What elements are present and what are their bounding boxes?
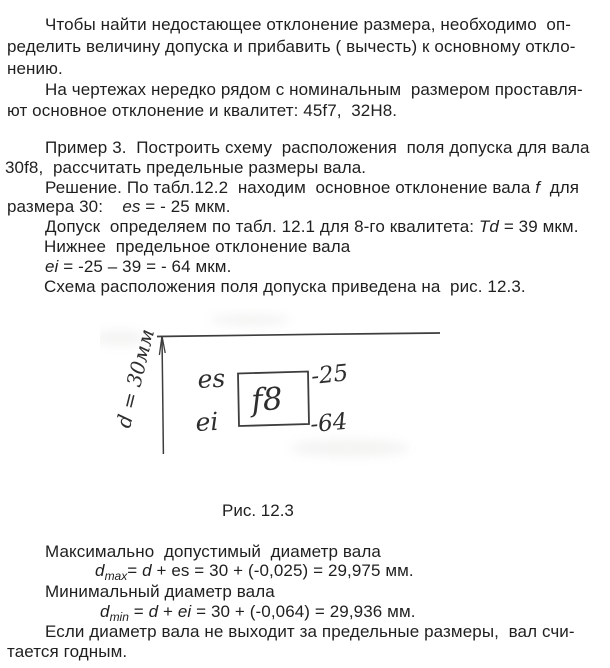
text-line: 30f8, рассчитать предельные размеры вала.: [5, 158, 367, 177]
symbol-f: f: [535, 178, 541, 197]
text-line: [45, 177, 579, 198]
text-run: = - 25 мкм.: [140, 197, 231, 216]
text-line: ют основное отклонение и квалитет: 45f7, 32H8.: [7, 101, 398, 120]
tolerance-class-label: f8: [250, 380, 284, 419]
text-line: нению.: [7, 59, 63, 78]
text-line: Максимально допустимый диаметр вала: [45, 542, 381, 561]
zero-line: [157, 333, 440, 337]
symbol-td: Td: [478, 217, 499, 236]
text-run: +: [158, 602, 178, 621]
text-line: Схема расположения поля допуска приведена на рис. 12.3.: [44, 277, 526, 296]
symbol-d: d: [148, 602, 159, 621]
text-line: Чтобы найти недостающее отклонение размера, необходимо оп-: [45, 15, 572, 34]
ei-label: ei: [194, 406, 220, 437]
text-run: = 39 мкм.: [499, 217, 579, 236]
text-line: Пример 3. Построить схему расположения поля допуска для вала: [45, 138, 590, 157]
text-run: = 30 + (-0,064) = 29,936 мм.: [191, 602, 416, 621]
text-line: [7, 196, 231, 217]
text-run: размера 30:: [7, 197, 123, 216]
figure-caption: Рис. 12.3: [222, 501, 294, 520]
text-line: тается годным.: [7, 642, 128, 661]
symbol-d: d: [142, 561, 152, 580]
subscript-min: min: [109, 610, 129, 624]
tolerance-diagram-figure: [100, 308, 470, 483]
text-run: =: [128, 602, 149, 621]
text-run: + es = 30 + (-0,025) = 29,975 мм.: [151, 561, 414, 580]
subscript-max: max: [104, 569, 128, 583]
dimension-axis-line: [162, 336, 163, 454]
es-label: es: [196, 363, 226, 394]
symbol-d: d: [100, 602, 110, 621]
text-run: Решение. По табл.12.2 находим основное отклонение вала: [45, 178, 536, 197]
text-line: Нижнее предельное отклонение вала: [44, 237, 351, 256]
nominal-diameter-label: d = 30мм: [111, 326, 160, 431]
text-run: Допуск определяем по табл. 12.1 для 8-го квалитета:: [45, 217, 479, 236]
text-run: для: [540, 178, 580, 197]
symbol-ei: ei: [45, 257, 59, 276]
text-line: [45, 216, 579, 237]
upper-deviation-value: -25: [309, 360, 350, 390]
text-line: [45, 256, 231, 277]
symbol-es: es: [122, 197, 141, 216]
text-line: На чертежах нередко рядом с номинальным размером проставля-: [45, 80, 583, 99]
text-line: ределить величину допуска и прибавить ( вычесть) к основному откло-: [7, 37, 576, 56]
text-run: =: [127, 561, 143, 580]
text-line: Если диаметр вала не выходит за предельные размеры, вал счи-: [45, 622, 575, 641]
symbol-ei: ei: [177, 602, 192, 621]
lower-deviation-value: -64: [309, 408, 349, 438]
text-run: = -25 – 39 = - 64 мкм.: [58, 257, 232, 276]
symbol-d: d: [95, 561, 105, 580]
text-line: Минимальный диаметр вала: [45, 582, 275, 601]
